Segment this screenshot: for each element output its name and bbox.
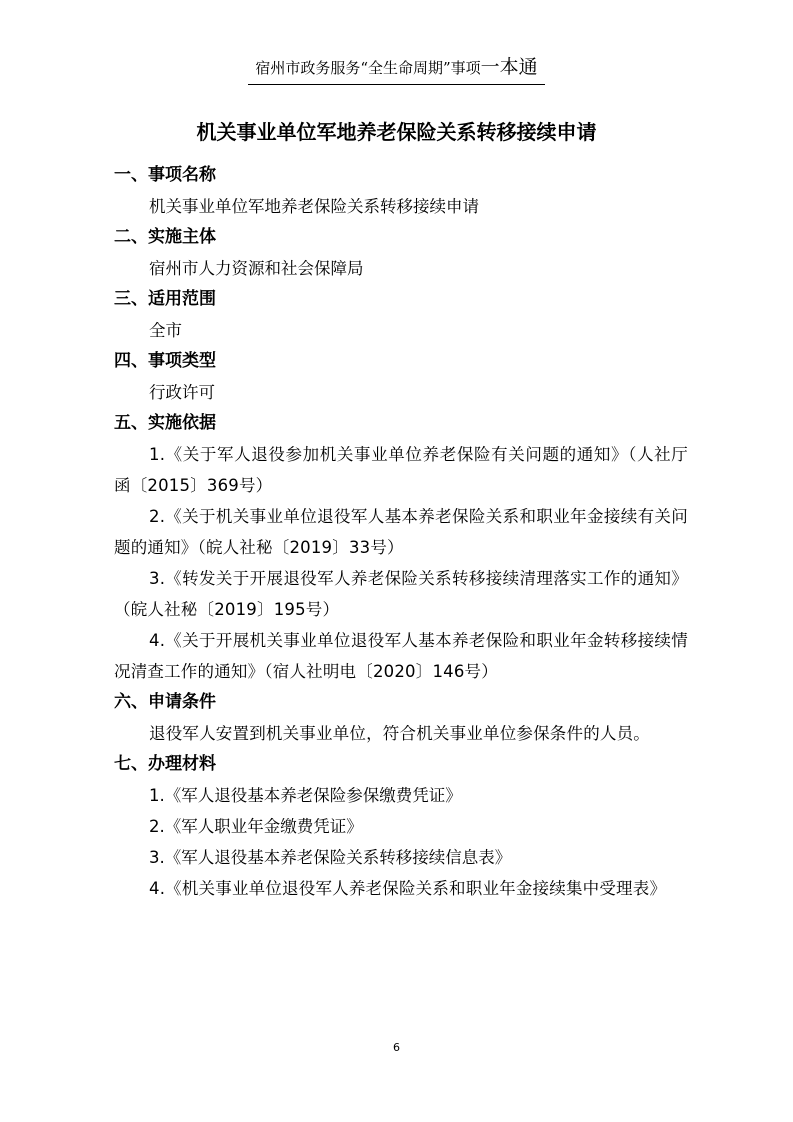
section-content-6: 退役军人安置到机关事业单位，符合机关事业单位参保条件的人员。 bbox=[149, 724, 650, 743]
header-prefix: 宿州市政务服务“全生命周期”事项 bbox=[255, 59, 481, 77]
material-item: 3.《军人退役基本养老保险关系转移接续信息表》 bbox=[149, 848, 512, 867]
section-content-2: 宿州市人力资源和社会保障局 bbox=[149, 259, 364, 278]
basis-item: 3.《转发关于开展退役军人养老保险关系转移接续清理落实工作的通知》（皖人社秘〔2019〕195号） bbox=[114, 569, 688, 619]
section-heading-2: 二、实施主体 bbox=[114, 227, 216, 247]
running-header bbox=[0, 56, 793, 79]
section-heading-3: 三、适用范围 bbox=[114, 289, 216, 309]
section-content-1: 机关事业单位军地养老保险关系转移接续申请 bbox=[149, 197, 479, 216]
page-number: 6 bbox=[393, 1041, 400, 1054]
basis-item: 4.《关于开展机关事业单位退役军人基本养老保险和职业年金转移接续情况清查工作的通知》（宿人社明电〔2020〕146号） bbox=[114, 631, 688, 681]
material-item: 4.《机关事业单位退役军人养老保险关系和职业年金接续集中受理表》 bbox=[149, 879, 667, 898]
basis-item: 2.《关于机关事业单位退役军人基本养老保险关系和职业年金接续有关问题的通知》（皖人社秘〔2019〕33号） bbox=[114, 507, 688, 557]
section-heading-6: 六、申请条件 bbox=[114, 692, 216, 712]
document-body bbox=[114, 160, 688, 904]
header-suffix: 一本通 bbox=[480, 56, 538, 78]
document-title: 机关事业单位军地养老保险关系转移接续申请 bbox=[196, 120, 597, 144]
section-heading-1: 一、事项名称 bbox=[114, 165, 216, 185]
basis-item: 1.《关于军人退役参加机关事业单位养老保险有关问题的通知》（人社厅函〔2015〕369号） bbox=[114, 445, 688, 495]
section-content-3: 全市 bbox=[149, 321, 182, 340]
section-heading-5: 五、实施依据 bbox=[114, 413, 216, 433]
material-item: 1.《军人退役基本养老保险参保缴费凭证》 bbox=[149, 786, 462, 805]
material-item: 2.《军人职业年金缴费凭证》 bbox=[149, 817, 363, 836]
header-underline bbox=[248, 84, 545, 85]
section-content-4: 行政许可 bbox=[149, 383, 215, 402]
section-heading-7: 七、办理材料 bbox=[114, 754, 216, 774]
section-heading-4: 四、事项类型 bbox=[114, 351, 216, 371]
